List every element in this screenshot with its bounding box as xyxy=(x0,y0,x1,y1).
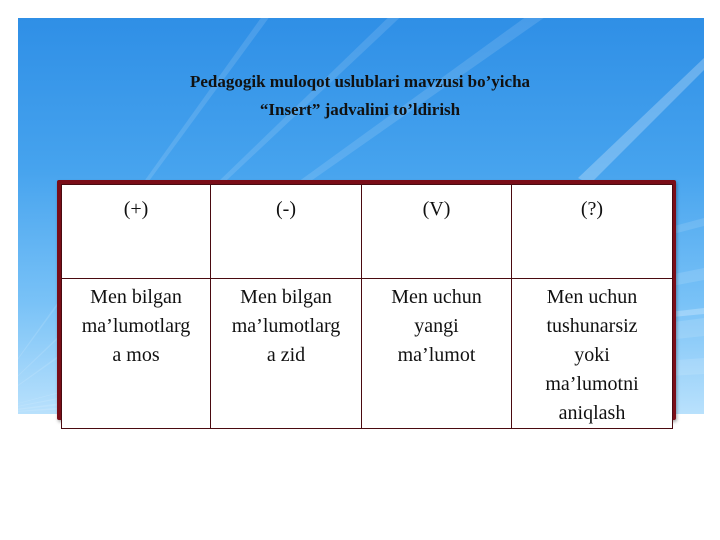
header-cell-question: (?) xyxy=(512,185,673,279)
slide-title xyxy=(60,68,660,124)
table-row xyxy=(62,279,673,429)
table-cell-contradict: Men bilgan ma’lumotlarg a zid xyxy=(211,279,362,429)
insert-table-frame xyxy=(57,180,676,424)
table-cell-unclear: Men uchun tushunarsiz yoki ma’lumotni aniqlash xyxy=(512,279,673,429)
header-cell-minus: (-) xyxy=(211,185,362,279)
title-line-1: Pedagogik muloqot uslublari mavzusi bo’yicha xyxy=(189,72,531,91)
header-cell-plus: (+) xyxy=(62,185,211,279)
table-header-row xyxy=(62,185,673,279)
header-cell-check: (V) xyxy=(362,185,512,279)
title-line-2: “Insert” jadvalini to’ldirish xyxy=(259,100,461,119)
table-cell-known: Men bilgan ma’lumotlarg a mos xyxy=(62,279,211,429)
insert-table xyxy=(61,184,673,429)
table-cell-new: Men uchun yangi ma’lumot xyxy=(362,279,512,429)
